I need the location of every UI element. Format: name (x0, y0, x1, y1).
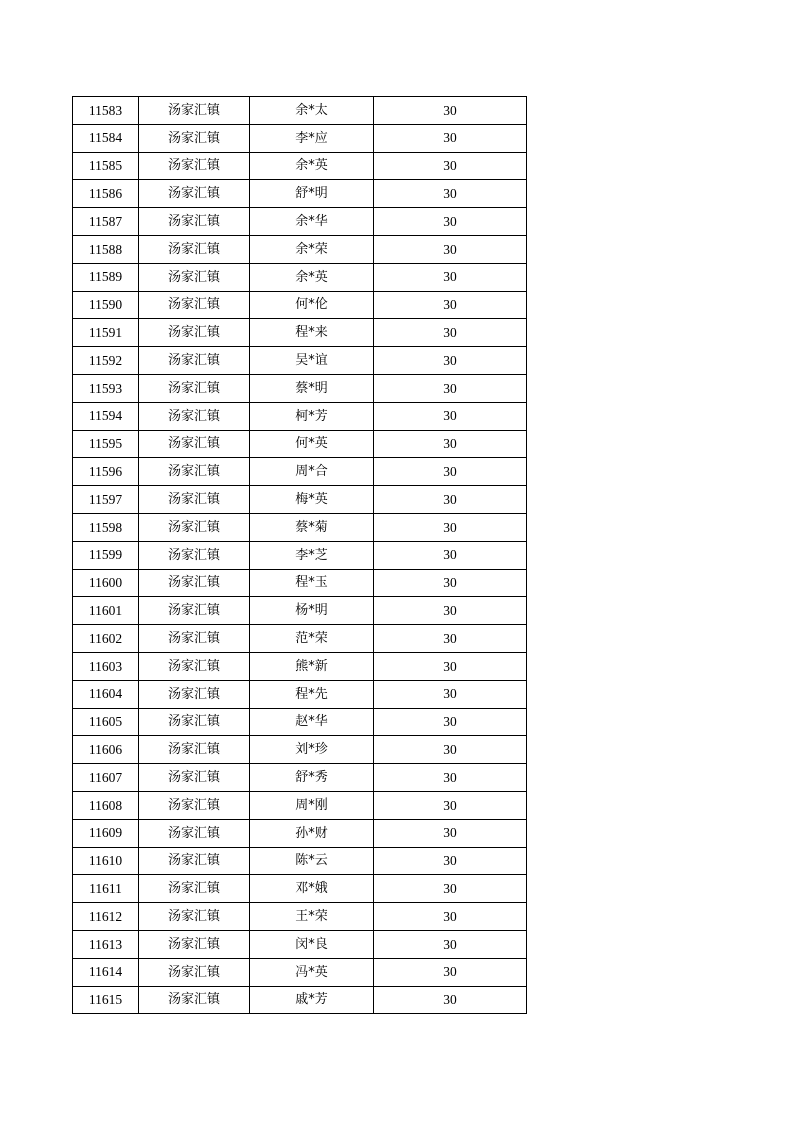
cell-name: 舒*秀 (250, 764, 374, 792)
cell-town: 汤家汇镇 (139, 652, 250, 680)
cell-town: 汤家汇镇 (139, 847, 250, 875)
cell-town: 汤家汇镇 (139, 458, 250, 486)
cell-town: 汤家汇镇 (139, 374, 250, 402)
cell-name: 李*应 (250, 124, 374, 152)
cell-amount: 30 (374, 708, 527, 736)
cell-town: 汤家汇镇 (139, 97, 250, 125)
cell-town: 汤家汇镇 (139, 569, 250, 597)
cell-amount: 30 (374, 180, 527, 208)
cell-name: 王*荣 (250, 903, 374, 931)
cell-id: 11598 (73, 513, 139, 541)
cell-town: 汤家汇镇 (139, 875, 250, 903)
cell-town: 汤家汇镇 (139, 486, 250, 514)
cell-name: 余*英 (250, 152, 374, 180)
cell-amount: 30 (374, 986, 527, 1014)
cell-name: 蔡*菊 (250, 513, 374, 541)
cell-id: 11592 (73, 347, 139, 375)
table-row (73, 625, 527, 653)
cell-name: 杨*明 (250, 597, 374, 625)
table-row (73, 652, 527, 680)
table-row (73, 513, 527, 541)
cell-name: 孙*财 (250, 819, 374, 847)
table-row (73, 235, 527, 263)
cell-id: 11613 (73, 930, 139, 958)
cell-amount: 30 (374, 930, 527, 958)
cell-id: 11603 (73, 652, 139, 680)
cell-id: 11609 (73, 819, 139, 847)
table-row (73, 458, 527, 486)
cell-amount: 30 (374, 374, 527, 402)
cell-name: 李*芝 (250, 541, 374, 569)
cell-town: 汤家汇镇 (139, 124, 250, 152)
cell-id: 11596 (73, 458, 139, 486)
cell-amount: 30 (374, 430, 527, 458)
cell-town: 汤家汇镇 (139, 903, 250, 931)
cell-amount: 30 (374, 764, 527, 792)
cell-id: 11607 (73, 764, 139, 792)
table-row (73, 319, 527, 347)
cell-town: 汤家汇镇 (139, 430, 250, 458)
table-row (73, 291, 527, 319)
table-row (73, 847, 527, 875)
cell-id: 11615 (73, 986, 139, 1014)
table-row (73, 486, 527, 514)
cell-town: 汤家汇镇 (139, 708, 250, 736)
cell-amount: 30 (374, 680, 527, 708)
cell-name: 柯*芳 (250, 402, 374, 430)
cell-id: 11602 (73, 625, 139, 653)
cell-town: 汤家汇镇 (139, 319, 250, 347)
table-row (73, 402, 527, 430)
cell-town: 汤家汇镇 (139, 263, 250, 291)
cell-name: 赵*华 (250, 708, 374, 736)
cell-amount: 30 (374, 291, 527, 319)
table-row (73, 263, 527, 291)
cell-name: 程*玉 (250, 569, 374, 597)
table-row (73, 430, 527, 458)
table-row (73, 903, 527, 931)
cell-amount: 30 (374, 152, 527, 180)
table-row (73, 875, 527, 903)
cell-id: 11588 (73, 235, 139, 263)
cell-amount: 30 (374, 569, 527, 597)
cell-id: 11599 (73, 541, 139, 569)
table-body (73, 97, 527, 1014)
cell-amount: 30 (374, 791, 527, 819)
cell-id: 11590 (73, 291, 139, 319)
cell-town: 汤家汇镇 (139, 208, 250, 236)
cell-town: 汤家汇镇 (139, 819, 250, 847)
cell-name: 余*华 (250, 208, 374, 236)
cell-id: 11584 (73, 124, 139, 152)
cell-town: 汤家汇镇 (139, 180, 250, 208)
cell-amount: 30 (374, 458, 527, 486)
table-row (73, 152, 527, 180)
cell-name: 周*刚 (250, 791, 374, 819)
cell-name: 余*太 (250, 97, 374, 125)
cell-amount: 30 (374, 736, 527, 764)
cell-town: 汤家汇镇 (139, 597, 250, 625)
cell-name: 邓*娥 (250, 875, 374, 903)
cell-name: 闵*良 (250, 930, 374, 958)
cell-town: 汤家汇镇 (139, 764, 250, 792)
cell-amount: 30 (374, 597, 527, 625)
table-row (73, 819, 527, 847)
cell-amount: 30 (374, 347, 527, 375)
cell-id: 11608 (73, 791, 139, 819)
cell-id: 11591 (73, 319, 139, 347)
cell-amount: 30 (374, 513, 527, 541)
cell-amount: 30 (374, 847, 527, 875)
cell-id: 11606 (73, 736, 139, 764)
table-row (73, 97, 527, 125)
cell-town: 汤家汇镇 (139, 625, 250, 653)
cell-amount: 30 (374, 541, 527, 569)
cell-town: 汤家汇镇 (139, 513, 250, 541)
table-row (73, 569, 527, 597)
cell-name: 程*先 (250, 680, 374, 708)
cell-name: 戚*芳 (250, 986, 374, 1014)
cell-name: 范*荣 (250, 625, 374, 653)
cell-town: 汤家汇镇 (139, 235, 250, 263)
table-row (73, 736, 527, 764)
cell-id: 11611 (73, 875, 139, 903)
cell-amount: 30 (374, 903, 527, 931)
cell-name: 刘*珍 (250, 736, 374, 764)
cell-amount: 30 (374, 208, 527, 236)
table-row (73, 180, 527, 208)
cell-amount: 30 (374, 625, 527, 653)
cell-name: 何*英 (250, 430, 374, 458)
cell-town: 汤家汇镇 (139, 791, 250, 819)
cell-town: 汤家汇镇 (139, 958, 250, 986)
cell-amount: 30 (374, 235, 527, 263)
cell-id: 11604 (73, 680, 139, 708)
cell-town: 汤家汇镇 (139, 291, 250, 319)
cell-id: 11612 (73, 903, 139, 931)
table-row (73, 680, 527, 708)
table-row (73, 708, 527, 736)
cell-id: 11587 (73, 208, 139, 236)
cell-town: 汤家汇镇 (139, 930, 250, 958)
cell-name: 陈*云 (250, 847, 374, 875)
cell-amount: 30 (374, 486, 527, 514)
cell-amount: 30 (374, 819, 527, 847)
cell-name: 舒*明 (250, 180, 374, 208)
cell-name: 吴*谊 (250, 347, 374, 375)
cell-id: 11597 (73, 486, 139, 514)
cell-town: 汤家汇镇 (139, 680, 250, 708)
cell-name: 冯*英 (250, 958, 374, 986)
cell-id: 11595 (73, 430, 139, 458)
cell-id: 11585 (73, 152, 139, 180)
cell-id: 11610 (73, 847, 139, 875)
table-row (73, 791, 527, 819)
table-row (73, 930, 527, 958)
cell-town: 汤家汇镇 (139, 347, 250, 375)
cell-town: 汤家汇镇 (139, 986, 250, 1014)
cell-town: 汤家汇镇 (139, 152, 250, 180)
cell-id: 11605 (73, 708, 139, 736)
cell-amount: 30 (374, 97, 527, 125)
cell-amount: 30 (374, 319, 527, 347)
cell-name: 蔡*明 (250, 374, 374, 402)
cell-amount: 30 (374, 958, 527, 986)
cell-town: 汤家汇镇 (139, 402, 250, 430)
cell-name: 余*荣 (250, 235, 374, 263)
cell-name: 周*合 (250, 458, 374, 486)
cell-id: 11594 (73, 402, 139, 430)
cell-town: 汤家汇镇 (139, 736, 250, 764)
cell-name: 梅*英 (250, 486, 374, 514)
cell-name: 余*英 (250, 263, 374, 291)
table-row (73, 597, 527, 625)
table-row (73, 208, 527, 236)
cell-id: 11583 (73, 97, 139, 125)
cell-amount: 30 (374, 652, 527, 680)
cell-amount: 30 (374, 875, 527, 903)
cell-id: 11601 (73, 597, 139, 625)
table-row (73, 541, 527, 569)
cell-id: 11600 (73, 569, 139, 597)
table-row (73, 986, 527, 1014)
cell-town: 汤家汇镇 (139, 541, 250, 569)
table-row (73, 958, 527, 986)
cell-name: 程*来 (250, 319, 374, 347)
cell-amount: 30 (374, 402, 527, 430)
cell-name: 熊*新 (250, 652, 374, 680)
cell-id: 11589 (73, 263, 139, 291)
cell-amount: 30 (374, 263, 527, 291)
cell-id: 11586 (73, 180, 139, 208)
cell-name: 何*伦 (250, 291, 374, 319)
table-row (73, 374, 527, 402)
table-row (73, 347, 527, 375)
cell-id: 11614 (73, 958, 139, 986)
cell-id: 11593 (73, 374, 139, 402)
cell-amount: 30 (374, 124, 527, 152)
table-row (73, 764, 527, 792)
data-table (72, 96, 527, 1014)
table-row (73, 124, 527, 152)
